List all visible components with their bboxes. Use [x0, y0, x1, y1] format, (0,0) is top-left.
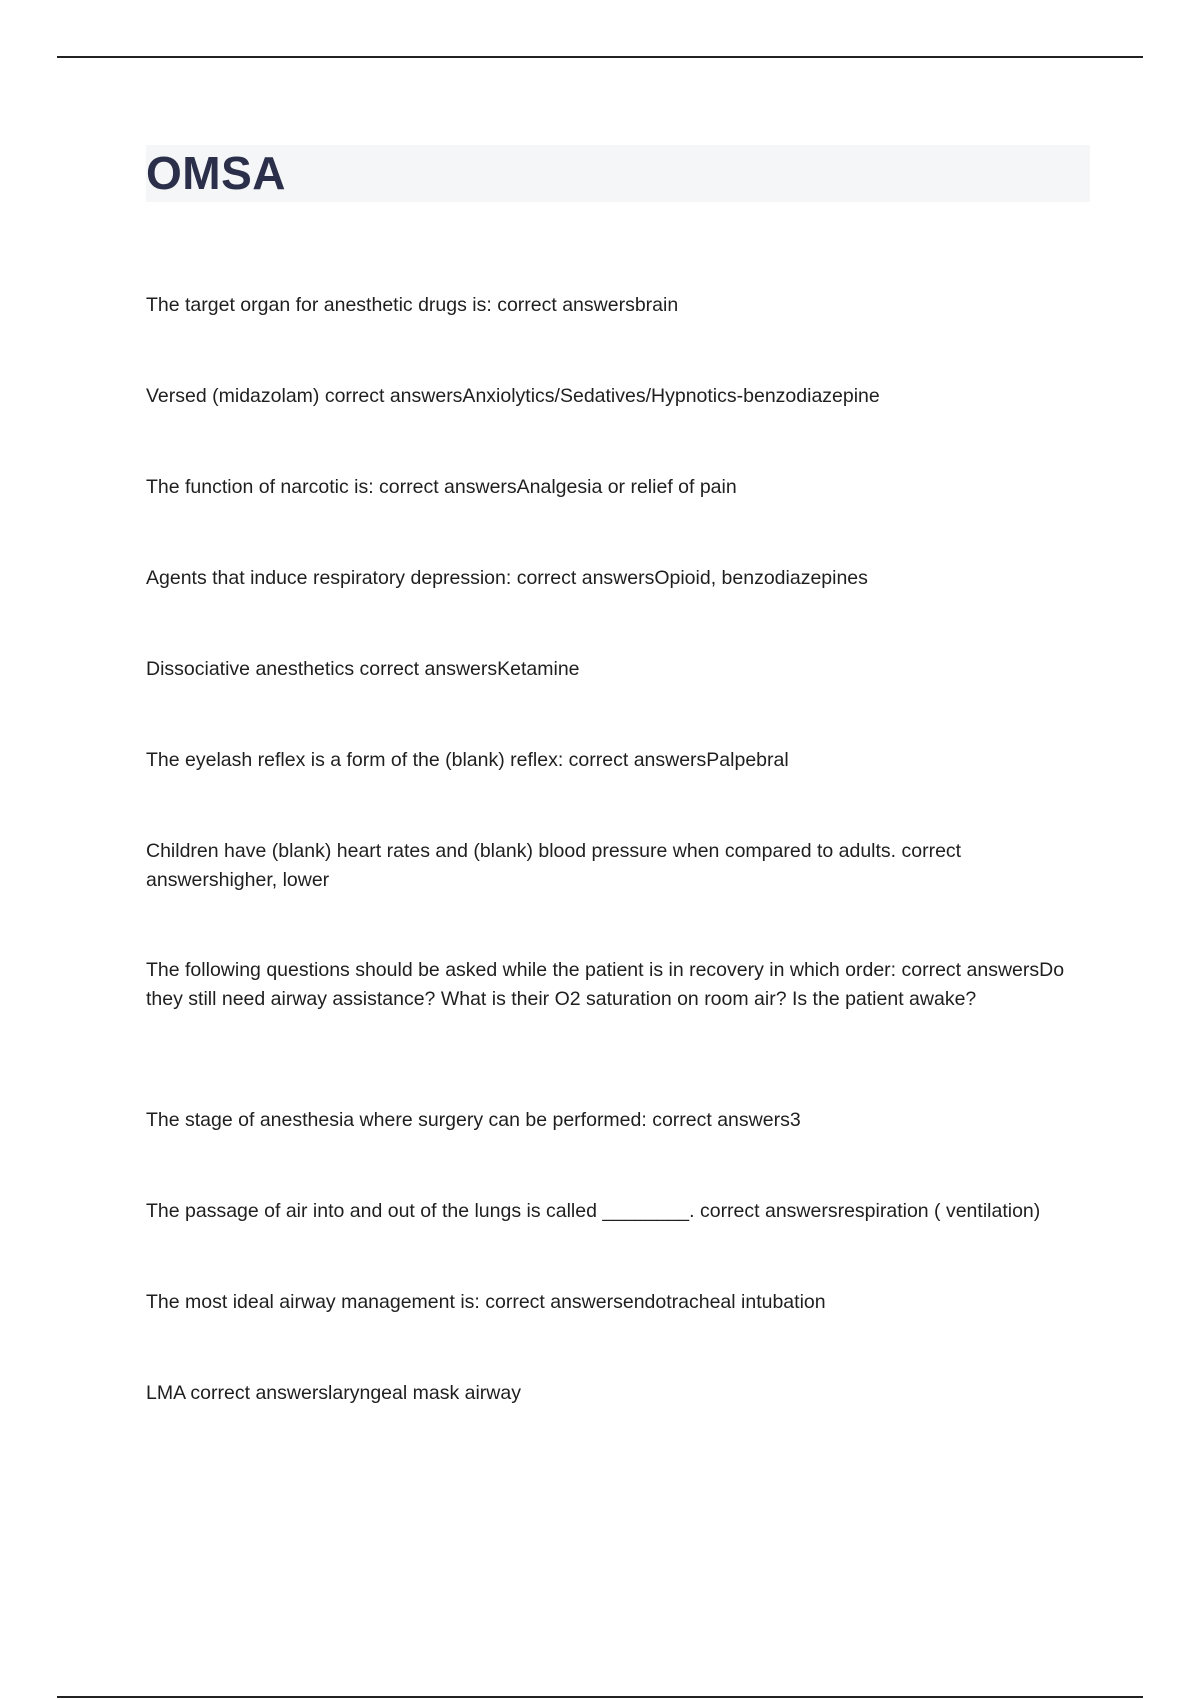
- footer-divider: [57, 1696, 1143, 1698]
- qa-item-6: The eyelash reflex is a form of the (blank) reflex: correct answersPalpebral: [146, 749, 789, 771]
- header-divider: [57, 56, 1143, 58]
- title-band: [146, 145, 1090, 202]
- qa-item-5: Dissociative anesthetics correct answersKetamine: [146, 658, 580, 680]
- qa-item-11: The most ideal airway management is: correct answersendotracheal intubation: [146, 1291, 826, 1313]
- qa-item-1: The target organ for anesthetic drugs is: correct answersbrain: [146, 294, 679, 316]
- qa-item-7: Children have (blank) heart rates and (blank) blood pressure when compared to adults. correct answershigher, lower: [146, 840, 962, 891]
- page-title: OMSA: [146, 147, 286, 199]
- qa-item-12: LMA correct answerslaryngeal mask airway: [146, 1382, 521, 1404]
- qa-item-10: The passage of air into and out of the lungs is called ________. correct answersrespiration ( ventilation): [146, 1200, 1041, 1222]
- qa-item-3: The function of narcotic is: correct answersAnalgesia or relief of pain: [146, 476, 737, 498]
- qa-item-9: The stage of anesthesia where surgery can be performed: correct answers3: [146, 1109, 801, 1131]
- qa-item-8: The following questions should be asked while the patient is in recovery in which order: correct answersDo they still need airway assistance? What is their O2 saturation on room air? Is the patient awake?: [146, 959, 1065, 1010]
- qa-item-2: Versed (midazolam) correct answersAnxiolytics/Sedatives/Hypnotics-benzodiazepine: [146, 385, 880, 407]
- qa-item-4: Agents that induce respiratory depression: correct answersOpioid, benzodiazepines: [146, 567, 868, 589]
